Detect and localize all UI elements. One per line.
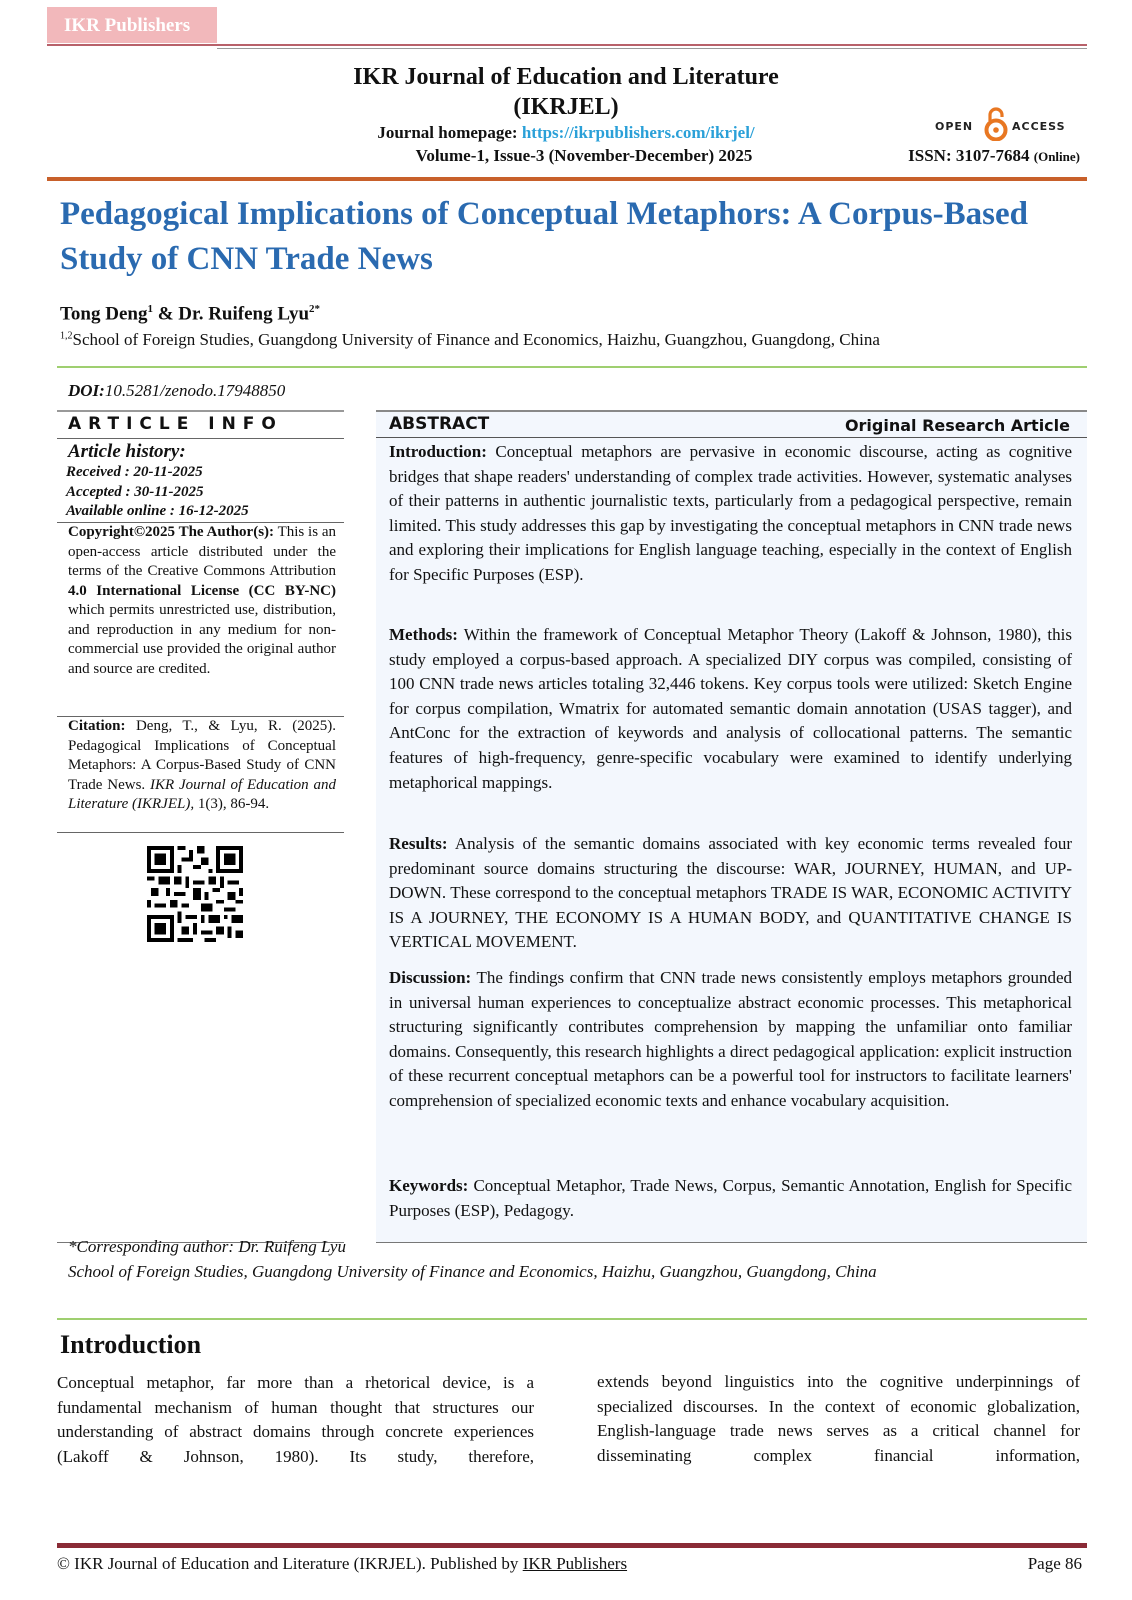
footer-copyright — [57, 1554, 627, 1574]
abstract-rule-top — [376, 410, 1087, 412]
homepage-link[interactable]: https://ikrpublishers.com/ikrjel/ — [521, 123, 755, 142]
body-text-left: Conceptual metaphor, far more than a rhetorical device, is a fundamental mechanism of human thought that structures our understanding of abstract domains through concrete experiences (Lakoff & Johnson, 1980). Its study, therefore, — [57, 1373, 534, 1466]
abstract-results — [389, 832, 1072, 955]
body-text-right: extends beyond linguistics into the cognitive underpinnings of specialized discourses. In the context of economic globalization, English-language trade news serves as a critical channel for disseminating complex financial information, — [597, 1372, 1080, 1465]
author-2-affil: 2* — [309, 303, 321, 315]
author-2: Dr. Ruifeng Lyu — [178, 303, 310, 325]
corresponding-author: *Corresponding author: Dr. Ruifeng Lyu — [68, 1237, 346, 1256]
open-access-left: OPEN — [935, 120, 974, 133]
qr-code-icon[interactable] — [147, 846, 243, 942]
section-rule — [57, 1318, 1087, 1320]
abstract-results-text: Analysis of the semantic domains associated with key economic terms revealed four predominant source domains structuring the discourse: WAR, JOURNEY, HUMAN, and UP-DOWN. These correspond to the conceptual metaphors TRADE IS WAR, ECONOMIC ACTIVITY IS A JOURNEY, THE ECONOMY IS A HUMAN BODY, and QUANTITATIVE CHANGE IS VERTICAL MOVEMENT. — [389, 834, 1073, 952]
journal-title: IKR Journal of Education and Literature — [353, 64, 779, 90]
section-heading: Introduction — [60, 1330, 202, 1359]
footer-rule — [57, 1543, 1087, 1548]
copyright-heading: Copyright©2025 The Author(s): — [68, 524, 275, 540]
affiliation — [60, 330, 880, 350]
citation — [68, 717, 336, 815]
abstract-rule — [376, 437, 1087, 438]
corresponding-address: School of Foreign Studies, Guangdong University of Finance and Economics, Haizhu, Guangzhou, Guangdong, China — [68, 1262, 877, 1281]
page-number: Page 86 — [1027, 1554, 1082, 1573]
received-date: Received : 20-11-2025 — [66, 464, 203, 480]
journal-homepage — [190, 123, 942, 143]
article-info-rule-top — [57, 410, 344, 412]
article-info-rule — [57, 832, 344, 833]
affiliation-marker: 1,2 — [60, 330, 73, 342]
accepted-date: Accepted : 30-11-2025 — [66, 484, 204, 500]
volume-issue: Volume-1, Issue-3 (November-December) 2025 — [415, 146, 753, 165]
issn — [880, 146, 1080, 166]
article-history-label: Article history: — [68, 441, 186, 462]
open-access-logo — [935, 105, 1075, 141]
section-rule — [57, 366, 1087, 368]
abstract-rule-bottom — [376, 1242, 1087, 1243]
copyright-text: This is an open-access article distributed under the terms of the Creative Commons Attribution — [68, 524, 336, 579]
header-rule-secondary — [217, 48, 1087, 49]
header-rule — [47, 44, 1087, 46]
citation-pages: 1(3), 86-94. — [197, 796, 270, 812]
abstract-discussion-label: Discussion: — [389, 968, 472, 987]
footer-publisher-link[interactable]: IKR Publishers — [522, 1554, 628, 1573]
abstract-methods-label: Methods: — [389, 625, 458, 644]
open-access-lock-icon — [981, 107, 1011, 141]
citation-label: Citation: — [68, 718, 126, 734]
license-name: 4.0 International License (CC BY-NC) — [68, 582, 336, 599]
abstract-discussion — [389, 966, 1072, 1114]
issn-number: ISSN: 3107-7684 — [908, 146, 1030, 165]
copyright-text-2: which permits unrestricted use, distribution, and reproduction in any medium for non-commercial use provided the original author and source are credited. — [68, 602, 336, 677]
abstract-keywords-text: Conceptual Metaphor, Trade News, Corpus, Semantic Annotation, English for Specific Purposes (ESP), Pedagogy. — [389, 1176, 1072, 1220]
abstract-introduction-label: Introduction: — [389, 442, 487, 461]
abstract-keywords-label: Keywords: — [389, 1176, 469, 1195]
author-separator: & — [152, 303, 179, 325]
journal-abbreviation: (IKRJEL) — [513, 94, 619, 120]
abstract-introduction-text: Conceptual metaphors are pervasive in economic discourse, acting as cognitive bridges that shape readers' understanding of complex trade activities. However, systematic analyses of their patterns in authentic journalistic texts, particularly from a pedagogical perspective, remain limited. This study addresses this gap by investigating the conceptual metaphors in CNN trade news and exploring their implications for English language teaching, especially in the context of English for Specific Purposes (ESP). — [389, 442, 1072, 584]
homepage-label: Journal homepage: — [377, 123, 518, 142]
citation-text: Deng, T., & Lyu, R. (2025). Pedagogical Implications of Conceptual Metaphors: A Corpus-Based Study of CNN Trade News. — [68, 718, 336, 793]
doi-label: DOI: — [68, 381, 105, 400]
affiliation-text: School of Foreign Studies, Guangdong University of Finance and Economics, Haizhu, Guangzhou, Guangdong, China — [72, 330, 880, 349]
paper-title: Pedagogical Implications of Conceptual Metaphors: A Corpus-Based Study of CNN Trade News — [60, 196, 1029, 277]
issn-suffix: (Online) — [1033, 149, 1080, 164]
footer-copyright-text: © IKR Journal of Education and Literature (IKRJEL). Published by — [57, 1554, 523, 1573]
doi — [68, 381, 285, 401]
abstract-methods — [389, 623, 1072, 795]
article-info-rule — [57, 438, 344, 439]
abstract-discussion-text: The findings confirm that CNN trade news consistently employs metaphors grounded in universal human experiences to conceptualize abstract economic processes. This metaphorical structuring significantly contributes comprehension by mapping the unfamiliar onto familiar domains. Consequently, this research highlights a direct pedagogical application: explicit instruction of these recurrent conceptual metaphors can be a powerful tool for instructors to facilitate learners' comprehension of specialized economic texts and enhance vocabulary acquisition. — [389, 968, 1072, 1110]
abstract-keywords — [389, 1174, 1072, 1223]
abstract-heading: ABSTRACT — [389, 414, 490, 434]
author-1: Tong Deng — [60, 303, 148, 325]
abstract-introduction — [389, 440, 1072, 588]
title-rule — [47, 177, 1087, 181]
article-info-heading: ARTICLE INFO — [68, 414, 283, 434]
doi-value[interactable]: 10.5281/zenodo.17948850 — [104, 381, 286, 400]
citation-journal: IKR Journal of Education and Literature (IKRJEL), — [68, 776, 337, 812]
publisher-badge: IKR Publishers — [47, 7, 217, 43]
available-date: Available online : 16-12-2025 — [66, 503, 249, 519]
author-1-affil: 1 — [147, 303, 153, 315]
copyright-notice — [68, 523, 336, 679]
abstract-results-label: Results: — [389, 834, 448, 853]
open-access-right: ACCESS — [1012, 120, 1066, 133]
authors — [60, 303, 320, 325]
abstract-methods-text: Within the framework of Conceptual Metaphor Theory (Lakoff & Johnson, 1980), this study employed a corpus-based approach. A specialized DIY corpus was compiled, consisting of 100 CNN trade news articles totaling 32,446 tokens. Key corpus tools were utilized: Sketch Engine for corpus compilation, Wmatrix for automated semantic domain annotation (USAS tagger), and AntConc for the extraction of keywords and analysis of collocational patterns. The semantic features of high-frequency, genre-specific vocabulary were examined to identify underlying metaphorical mappings. — [389, 625, 1072, 792]
article-type: Original Research Article — [844, 416, 1070, 435]
